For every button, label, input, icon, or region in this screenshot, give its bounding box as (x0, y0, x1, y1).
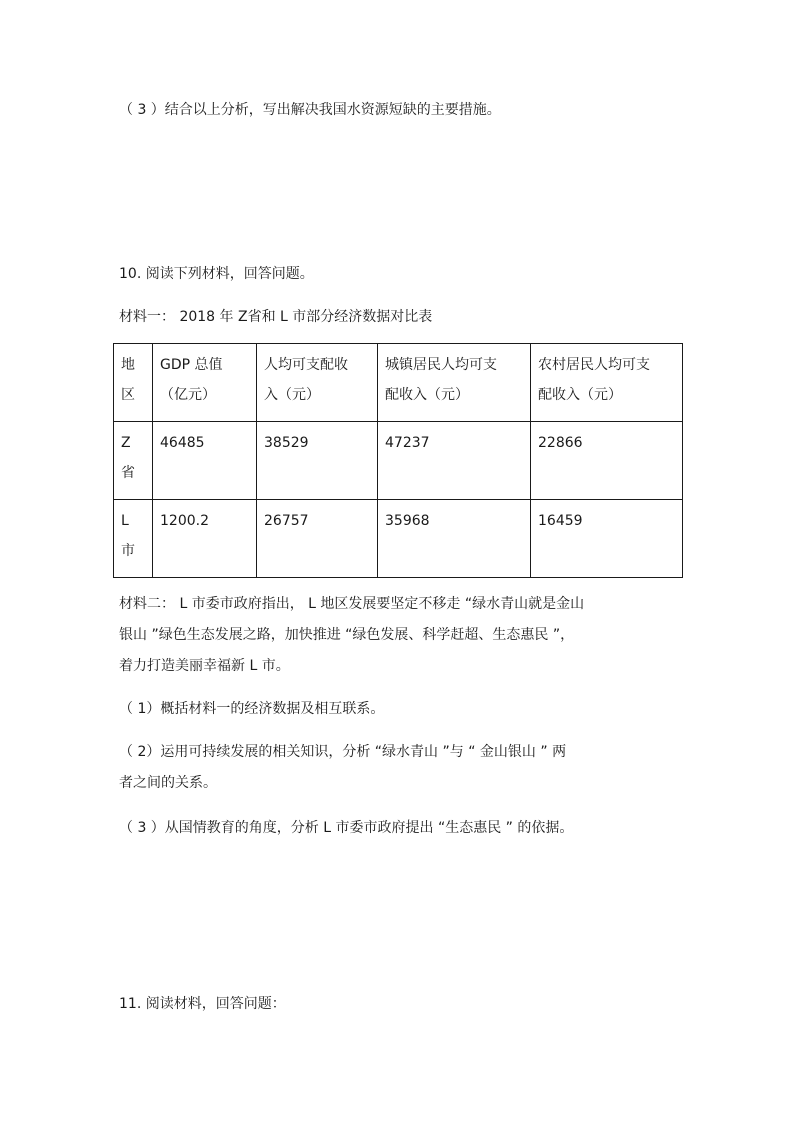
header-per-capita: 人均可支配收 入（元） (257, 344, 378, 422)
cell-rural: 16459 (531, 500, 683, 578)
cell-per-capita: 26757 (257, 500, 378, 578)
material1-title: 材料一： 2018 年 Z省和 L 市部分经济数据对比表 (119, 309, 433, 325)
economic-data-table (113, 343, 683, 578)
header-region: 地 区 (114, 344, 153, 422)
table-row (114, 422, 683, 500)
cell-rural: 22866 (531, 422, 683, 500)
material2-line-2: 银山 ”绿色生态发展之路，加快推进 “绿色发展、科学赶超、生态惠民 ”， (119, 627, 575, 643)
q9-part3: （ 3 ）结合以上分析，写出解决我国水资源短缺的主要措施。 (119, 102, 501, 118)
material2-line-3: 着力打造美丽幸福新 L 市。 (119, 658, 290, 674)
cell-gdp: 46485 (153, 422, 257, 500)
cell-per-capita: 38529 (257, 422, 378, 500)
q10-title: 10. 阅读下列材料，回答问题。 (119, 266, 314, 282)
q10-sub3: （ 3 ）从国情教育的角度，分析 L 市委市政府提出 “生态惠民 ” 的依据。 (119, 820, 574, 836)
q10-sub2-line-1: （ 2）运用可持续发展的相关知识，分析 “绿水青山 ”与 “ 金山银山 ” 两 (119, 744, 567, 760)
cell-region: Z 省 (114, 422, 153, 500)
material2-line-1: 材料二： L 市委市政府指出， L 地区发展要坚定不移走 “绿水青山就是金山 (119, 596, 585, 612)
header-rural: 农村居民人均可支 配收入（元） (531, 344, 683, 422)
q10-sub2-line-2: 者之间的关系。 (119, 775, 217, 791)
cell-gdp: 1200.2 (153, 500, 257, 578)
table-header-row (114, 344, 683, 422)
header-urban: 城镇居民人均可支 配收入（元） (378, 344, 531, 422)
q11-title: 11. 阅读材料，回答问题： (119, 996, 286, 1012)
cell-urban: 35968 (378, 500, 531, 578)
header-gdp: GDP 总值 （亿元） (153, 344, 257, 422)
table-row (114, 500, 683, 578)
cell-urban: 47237 (378, 422, 531, 500)
cell-region: L 市 (114, 500, 153, 578)
q10-sub1: （ 1）概括材料一的经济数据及相互联系。 (119, 701, 385, 717)
